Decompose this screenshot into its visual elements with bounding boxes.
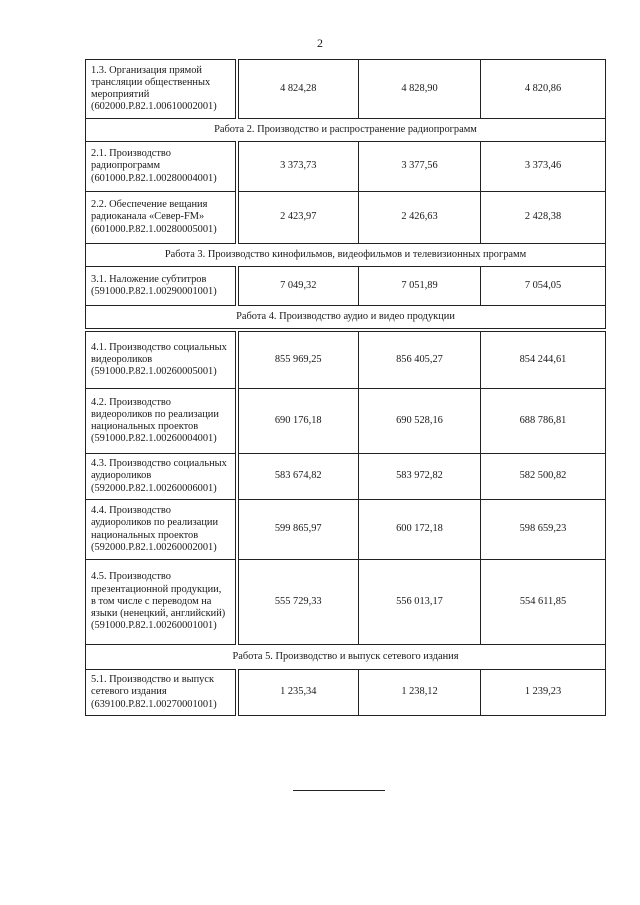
value-cell: 7 049,32 [237,267,359,306]
table-row [86,332,606,389]
row-label: 5.1. Производство и выпуск сетевого издания (639100.Р.82.1.00270001001) [86,670,237,716]
value-cell: 1 239,23 [481,670,606,716]
section-row [86,119,606,142]
value-cell: 583 674,82 [237,454,359,500]
value-cell: 856 405,27 [359,332,481,389]
value-cell: 2 428,38 [481,192,606,244]
table-row [86,60,606,119]
value-cell: 1 238,12 [359,670,481,716]
value-cell: 600 172,18 [359,500,481,560]
table-row [86,670,606,716]
value-cell: 582 500,82 [481,454,606,500]
row-label: 4.3. Производство социальных аудиороликов (592000.Р.82.1.00260006001) [86,454,237,500]
section-heading: Работа 5. Производство и выпуск сетевого издания [86,645,606,670]
row-label: 4.5. Производство презентационной продукции, в том числе с переводом на языки (ненецкий, английский) (591000.Р.82.1.00260001001) [86,560,237,645]
value-cell: 1 235,34 [237,670,359,716]
value-cell: 4 820,86 [481,60,606,119]
value-cell: 7 051,89 [359,267,481,306]
value-cell: 599 865,97 [237,500,359,560]
row-label: 4.2. Производство видеороликов по реализации национальных проектов (591000.Р.82.1.00260004001) [86,389,237,454]
value-cell: 688 786,81 [481,389,606,454]
table-row [86,192,606,244]
value-cell: 4 824,28 [237,60,359,119]
budget-table [85,59,606,716]
value-cell: 556 013,17 [359,560,481,645]
value-cell: 555 729,33 [237,560,359,645]
row-label: 2.2. Обеспечение вещания радиоканала «Север-FM» (601000.Р.82.1.00280005001) [86,192,237,244]
section-heading: Работа 4. Производство аудио и видео продукции [86,306,606,329]
value-cell: 7 054,05 [481,267,606,306]
value-cell: 598 659,23 [481,500,606,560]
table-row [86,454,606,500]
row-label: 3.1. Наложение субтитров (591000.Р.82.1.00290001001) [86,267,237,306]
value-cell: 690 528,16 [359,389,481,454]
value-cell: 583 972,82 [359,454,481,500]
table-row [86,560,606,645]
row-label: 2.1. Производство радиопрограмм (601000.Р.82.1.00280004001) [86,142,237,192]
value-cell: 3 373,46 [481,142,606,192]
table-row [86,267,606,306]
row-label: 4.4. Производство аудиороликов по реализации национальных проектов (592000.Р.82.1.00260002001) [86,500,237,560]
value-cell: 2 423,97 [237,192,359,244]
value-cell: 855 969,25 [237,332,359,389]
table-row [86,142,606,192]
value-cell: 3 377,56 [359,142,481,192]
value-cell: 690 176,18 [237,389,359,454]
table-row [86,389,606,454]
page-number: 2 [317,36,323,50]
value-cell: 854 244,61 [481,332,606,389]
value-cell: 4 828,90 [359,60,481,119]
table-row [86,500,606,560]
section-heading: Работа 3. Производство кинофильмов, видеофильмов и телевизионных программ [86,244,606,267]
value-cell: 554 611,85 [481,560,606,645]
section-row [86,244,606,267]
value-cell: 3 373,73 [237,142,359,192]
value-cell: 2 426,63 [359,192,481,244]
section-row [86,645,606,670]
signature-line [293,790,385,791]
row-label: 1.3. Организация прямой трансляции общественных мероприятий (602000.Р.82.1.00610002001) [86,60,237,119]
section-heading: Работа 2. Производство и распространение радиопрограмм [86,119,606,142]
row-label: 4.1. Производство социальных видеороликов (591000.Р.82.1.00260005001) [86,332,237,389]
section-row [86,306,606,329]
